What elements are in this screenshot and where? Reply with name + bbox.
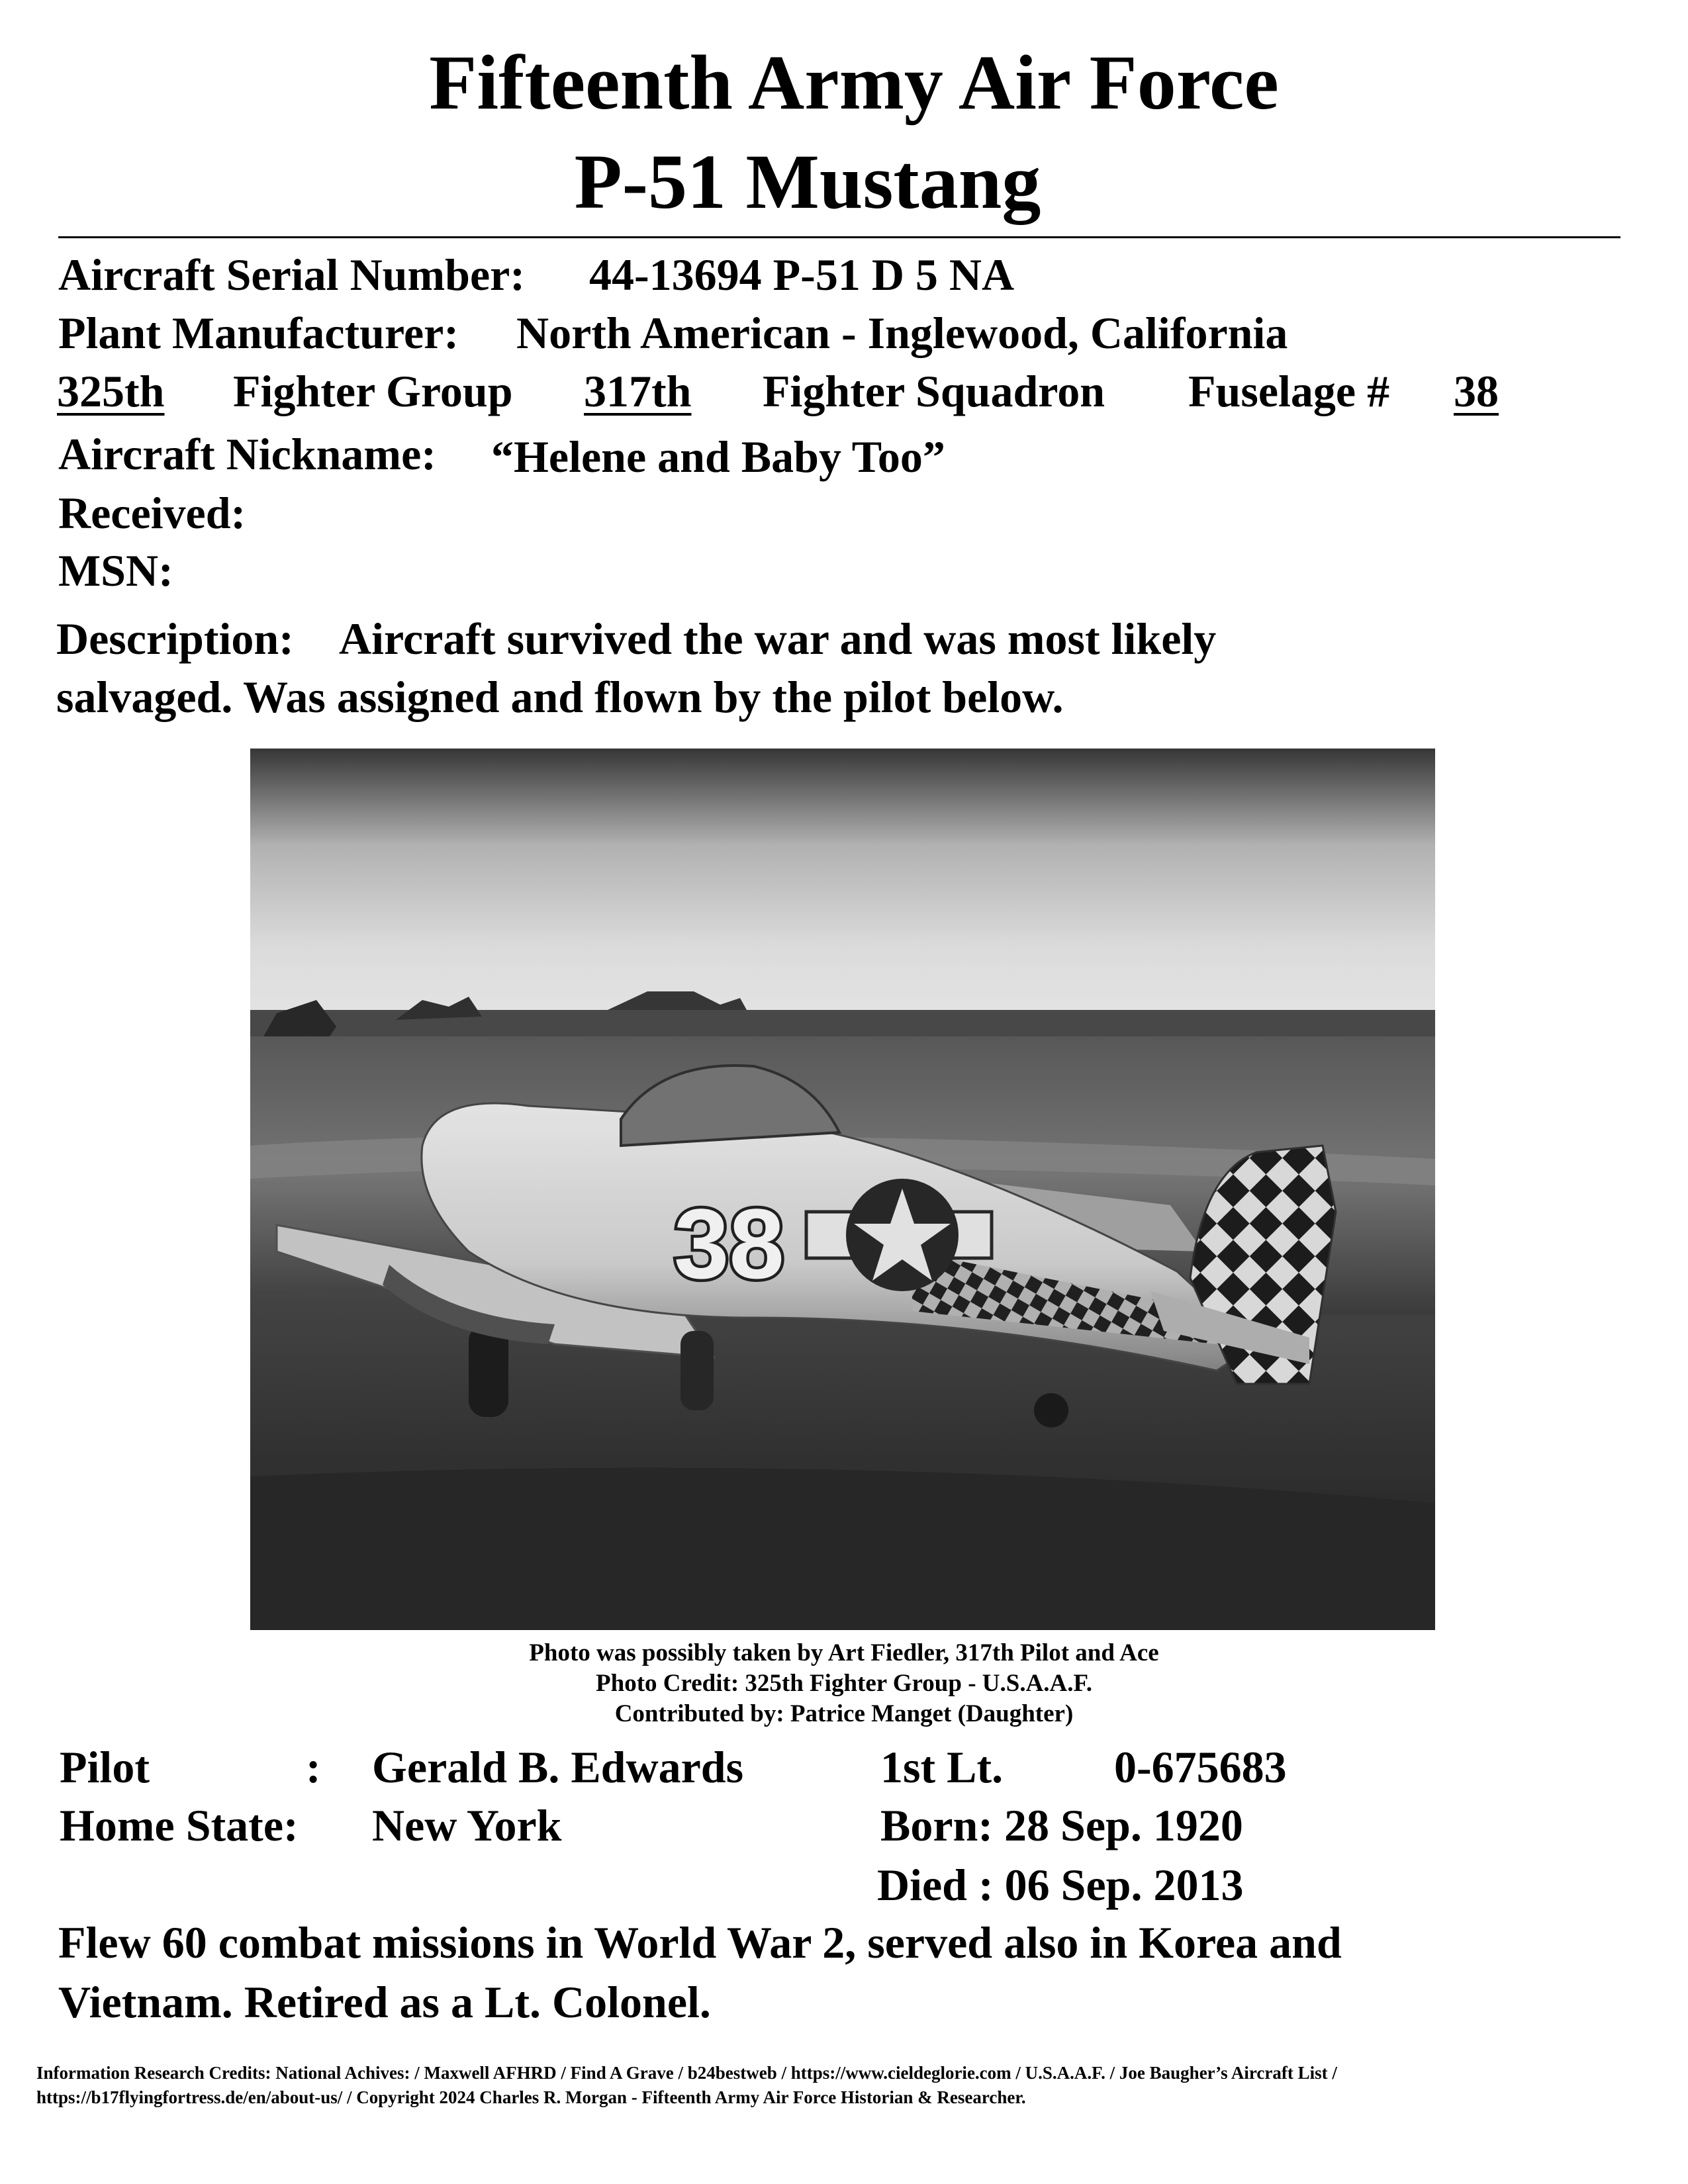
aircraft-photo: [250, 749, 1435, 1630]
pilot-colon: :: [306, 1742, 321, 1792]
footer-credits-line2: https://b17flyingfortress.de/en/about-us/ / Copyright 2024 Charles R. Morgan - Fifteenth Army Air Force Historian & Researcher.: [36, 2087, 1026, 2107]
pilot-bio-line1: Flew 60 combat missions in World War 2, served also in Korea and: [58, 1917, 1342, 1968]
fighter-squadron-value: 317th: [584, 366, 692, 416]
manufacturer-value: North American - Inglewood, California: [516, 308, 1288, 358]
pilot-born: Born: 28 Sep. 1920: [880, 1800, 1243, 1850]
msn-label: MSN:: [58, 545, 173, 596]
pilot-label: Pilot: [60, 1742, 150, 1792]
description-label: Description:: [56, 614, 294, 664]
photo-caption-line1: Photo was possibly taken by Art Fiedler, 317th Pilot and Ace: [529, 1639, 1159, 1666]
description-line2: salvaged. Was assigned and flown by the pilot below.: [56, 672, 1064, 722]
serial-label: Aircraft Serial Number:: [58, 250, 525, 300]
fighter-group-label: Fighter Group: [233, 366, 513, 416]
manufacturer-label: Plant Manufacturer:: [58, 308, 459, 358]
page-title-line2: P-51 Mustang: [574, 138, 1041, 225]
nickname-label: Aircraft Nickname:: [58, 429, 436, 479]
serial-value: 44-13694 P-51 D 5 NA: [589, 250, 1015, 300]
home-state-label: Home State:: [60, 1800, 299, 1850]
nickname-value: “Helene and Baby Too”: [491, 432, 945, 482]
photo-caption-line3: Contributed by: Patrice Manget (Daughter): [614, 1700, 1074, 1727]
fuselage-number-marking: 38: [674, 1188, 784, 1299]
pilot-rank: 1st Lt.: [880, 1742, 1004, 1792]
pilot-bio-line2: Vietnam. Retired as a Lt. Colonel.: [58, 1977, 711, 2027]
footer-credits-line1: Information Research Credits: National Achives: / Maxwell AFHRD / Find A Grave / b24bestweb / https://www.cieldeglorie.com / U.S.A.A.F. / Joe Baugher’s Aircraft List /: [36, 2063, 1337, 2083]
description-line1: Aircraft survived the war and was most likely: [339, 614, 1217, 664]
pilot-died: Died : 06 Sep. 2013: [877, 1860, 1244, 1910]
fuselage-value: 38: [1454, 366, 1499, 416]
title-divider: [58, 236, 1620, 238]
page-title-line1: Fifteenth Army Air Force: [429, 39, 1279, 126]
pilot-service-number: 0-675683: [1114, 1742, 1287, 1792]
photo-caption-line2: Photo Credit: 325th Fighter Group - U.S.A.A.F.: [596, 1670, 1092, 1697]
received-label: Received:: [58, 488, 246, 538]
fighter-squadron-label: Fighter Squadron: [763, 366, 1105, 416]
home-state-value: New York: [372, 1800, 562, 1850]
pilot-name: Gerald B. Edwards: [372, 1742, 744, 1792]
fuselage-label: Fuselage #: [1188, 366, 1390, 416]
fighter-group-value: 325th: [57, 366, 165, 416]
